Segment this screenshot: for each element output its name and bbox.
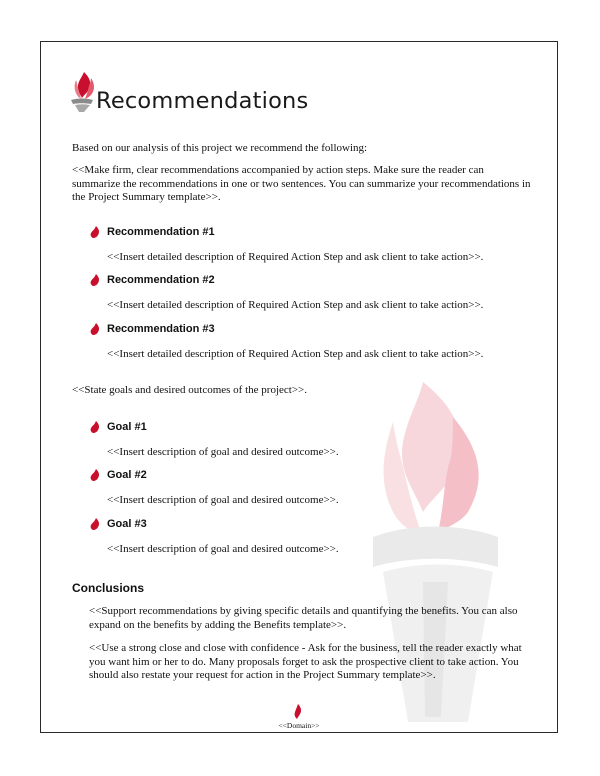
conclusions-heading: Conclusions xyxy=(72,581,145,595)
recommendation-label: Recommendation #1 xyxy=(107,226,215,238)
document-page xyxy=(40,41,558,733)
recommendation-desc: <<Insert detailed description of Required Action Step and ask client to take action>>. xyxy=(107,348,484,360)
goal-label: Goal #1 xyxy=(107,421,147,433)
goal-desc: <<Insert description of goal and desired outcome>>. xyxy=(107,494,339,506)
conclusion-paragraph: <<Use a strong close and close with confidence - Ask for the business, tell the reader exactly what you want him or her to do. Many proposals forget to ask the prospective client to take action. You should also restate your request for action in the Project Summary template>>. xyxy=(89,642,522,681)
flame-bullet-icon xyxy=(89,226,101,238)
goal-desc: <<Insert description of goal and desired outcome>>. xyxy=(107,446,339,458)
recommendation-label: Recommendation #2 xyxy=(107,274,215,286)
recommendation-desc: <<Insert detailed description of Required Action Step and ask client to take action>>. xyxy=(107,251,484,263)
footer-domain: <<Domain>> xyxy=(278,721,320,730)
intro-text: Based on our analysis of this project we recommend the following: xyxy=(72,142,368,154)
flame-icon xyxy=(293,704,302,719)
instructions-text: <<Make firm, clear recommendations accompanied by action steps. Make sure the reader can summarize the recommendations in one or two sentences. You can summarize your recommendations in the Project Summary template>>. xyxy=(72,164,531,203)
recommendation-label: Recommendation #3 xyxy=(107,323,215,335)
flame-bullet-icon xyxy=(89,469,101,481)
recommendation-desc: <<Insert detailed description of Required Action Step and ask client to take action>>. xyxy=(107,299,484,311)
flame-bullet-icon xyxy=(89,421,101,433)
conclusion-paragraph: <<Support recommendations by giving specific details and quantifying the benefits. You can also expand on the benefits by adding the Benefits template>>. xyxy=(89,605,518,631)
flame-bullet-icon xyxy=(89,274,101,286)
page-title: Recommendations xyxy=(96,88,309,114)
goal-label: Goal #2 xyxy=(107,469,147,481)
goal-label: Goal #3 xyxy=(107,518,147,530)
torch-logo-icon xyxy=(69,70,95,112)
goal-desc: <<Insert description of goal and desired outcome>>. xyxy=(107,543,339,555)
flame-bullet-icon xyxy=(89,323,101,335)
flame-bullet-icon xyxy=(89,518,101,530)
goals-intro-text: <<State goals and desired outcomes of the project>>. xyxy=(72,384,307,396)
